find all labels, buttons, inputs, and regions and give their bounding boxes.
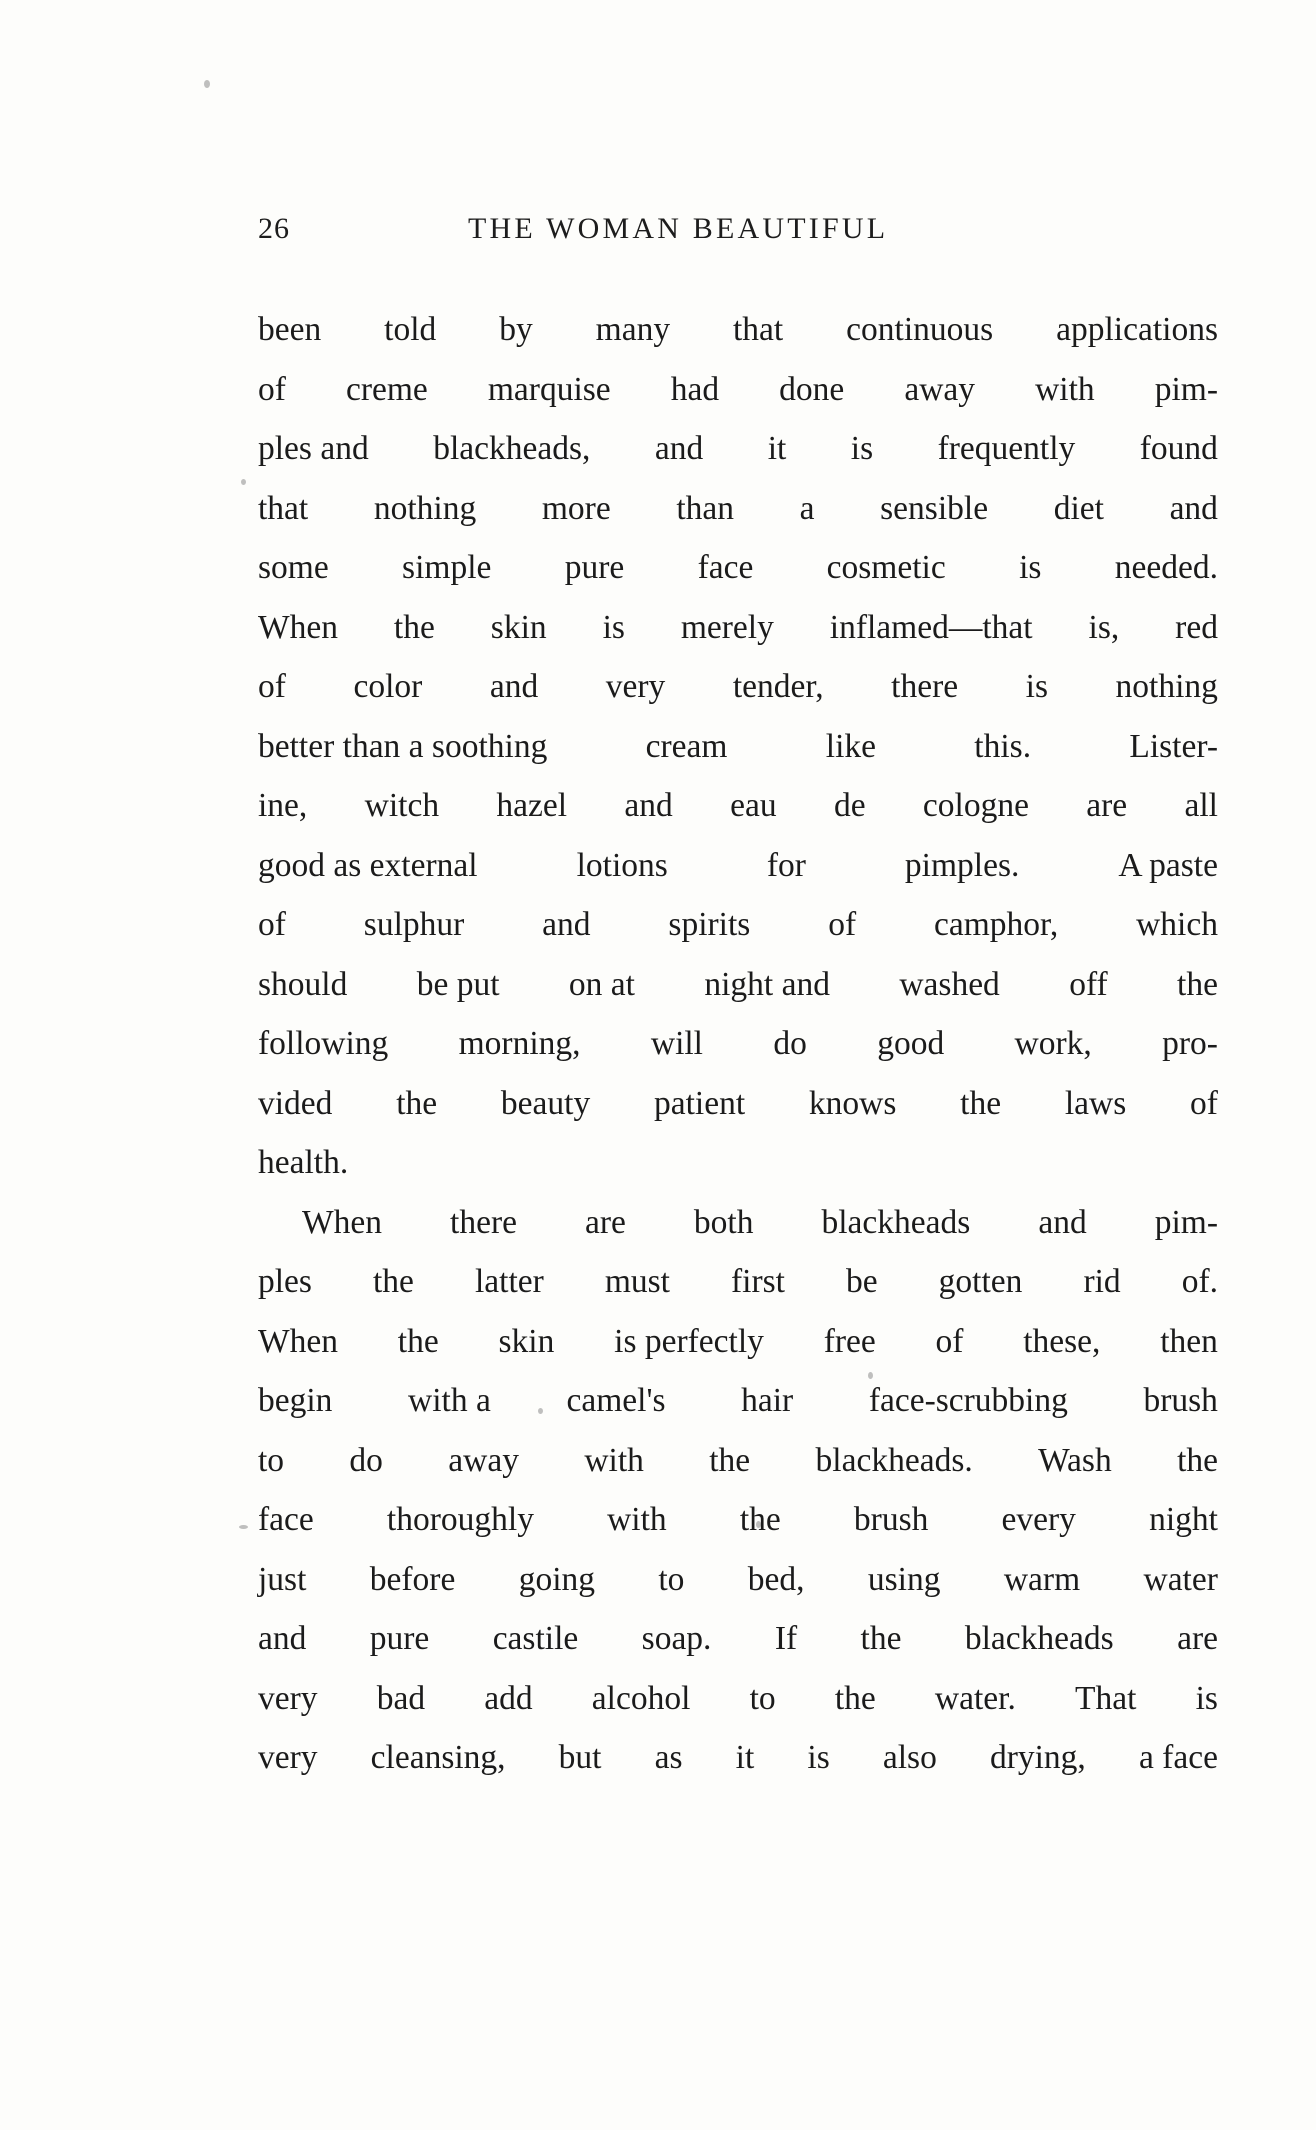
body-text — [258, 300, 1218, 1788]
text-line: ples the latter must first be gotten rid of. — [258, 1263, 1218, 1300]
text-line: When there are both blackheads and pim- — [302, 1203, 1218, 1241]
text-line: ine, witch hazel and eau de cologne are all — [258, 787, 1218, 824]
text-line: and pure castile soap. If the blackheads are — [258, 1620, 1218, 1657]
scan-speck — [204, 80, 210, 88]
scan-speck — [239, 1525, 248, 1529]
running-title: THE WOMAN BEAUTIFUL — [468, 212, 889, 245]
text-line: that nothing more than a sensible diet and — [258, 489, 1218, 527]
paragraph — [258, 300, 1218, 1193]
text-line: to do away with the blackheads. Wash the — [258, 1441, 1218, 1479]
text-line: of color and very tender, there is nothing — [258, 668, 1218, 705]
text-line: vided the beauty patient knows the laws of — [258, 1084, 1218, 1122]
text-line: good as external lotions for pimples. A paste — [258, 846, 1218, 884]
text-line: should be put on at night and washed off the — [258, 965, 1218, 1003]
text-line: When the skin is perfectly free of these, then — [258, 1322, 1218, 1360]
text-line: When the skin is merely inflamed—that is, red — [258, 608, 1218, 646]
text-line: just before going to bed, using warm water — [258, 1560, 1218, 1598]
text-line: of creme marquise had done away with pim- — [258, 370, 1218, 408]
text-line: ples and blackheads, and it is frequently found — [258, 430, 1218, 467]
text-line: begin with a camel's hair face-scrubbing brush — [258, 1382, 1218, 1419]
text-line: very bad add alcohol to the water. That is — [258, 1679, 1218, 1717]
text-line: some simple pure face cosmetic is needed. — [258, 549, 1218, 586]
text-line: very cleansing, but as it is also drying, a face — [258, 1739, 1218, 1776]
text-line: better than a soothing cream like this. Lister- — [258, 727, 1218, 765]
text-line: of sulphur and spirits of camphor, which — [258, 906, 1218, 943]
page-number: 26 — [258, 212, 290, 245]
scan-speck — [241, 479, 246, 485]
running-head — [258, 212, 1058, 252]
text-line: face thoroughly with the brush every night — [258, 1501, 1218, 1538]
text-line: been told by many that continuous applications — [258, 311, 1218, 348]
text-line: health. — [258, 1144, 349, 1181]
text-line: following morning, will do good work, pro- — [258, 1025, 1218, 1062]
paragraph — [258, 1193, 1218, 1788]
